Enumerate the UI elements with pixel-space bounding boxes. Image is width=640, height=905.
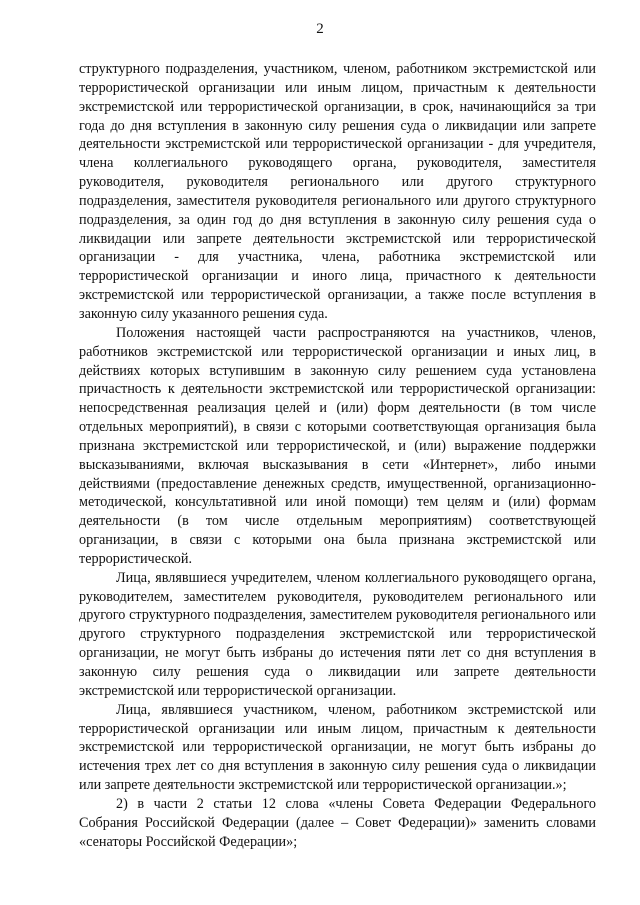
page-number: 2 bbox=[316, 21, 324, 37]
paragraph-continuation: структурного подразделения, участником, членом, работником экстремистской или террористической организации или иным лицом, причастным к деятельности экстремистской или террористической организации, в срок, начинающийся за три года до дня вступления в законную силу решения суда о ликвидации или запрете деятельности экстремистской или террористической организации - для учредителя, члена коллегиального руководящего органа, руководителя, заместителя руководителя, руководителя регионального или другого структурного подразделения, заместителя руководителя регионального или другого структурного подразделения, за один год до дня вступления в законную силу решения суда о ликвидации или запрете деятельности экстремистской или террористической организации - для участника, члена, работника экстремистской или террористической организации и иного лица, причастного к деятельности экстремистской или террористической организации, а также после вступления в законную силу указанного решения суда. bbox=[79, 61, 596, 322]
paragraph-provisions: Положения настоящей части распространяются на участников, членов, работников экстремистской или террористической организации и иных лиц, в действиях которых вступившим в законную силу решением суда установлена причастность к деятельности экстремистской или террористической организации: непосредственная реализация целей и (или) форм деятельности (в том числе отдельных мероприятий), в связи с которыми соответствующая организация была признана экстремистской или террористической, и (или) выражение поддержки высказываниями, включая высказывания в сети «Интернет», либо иными действиями (предоставление денежных средств, имущественной, организационно-методической, консультативной или иной помощи) тем целям и (или) формам деятельности (в том числе отдельным мероприятиям) соответствующей организации, в связи с которыми она была признана экстремистской или террористической. bbox=[79, 324, 596, 567]
paragraph-founders-restriction: Лица, являвшиеся учредителем, членом коллегиального руководящего органа, руководителем, заместителем руководителя, руководителем регионального или другого структурного подразделения, заместителем руководителя регионального или другого структурного подразделения экстремистской или террористической организации, не могут быть избраны до истечения пяти лет со дня вступления в законную силу решения суда о ликвидации или запрете деятельности экстремистской или террористической организации. bbox=[79, 569, 596, 699]
document-body bbox=[79, 60, 596, 851]
paragraph-participants-restriction: Лица, являвшиеся участником, членом, работником экстремистской или террористической организации или иным лицом, причастным к деятельности экстремистской или террористической организации, не могут быть избраны до истечения трех лет со дня вступления в законную силу решения суда о ликвидации или запрете деятельности экстремистской или террористической организации.»; bbox=[79, 701, 596, 794]
paragraph-amendment-item-2: 2) в части 2 статьи 12 слова «члены Совета Федерации Федерального Собрания Российской Федерации (далее – Совет Федерации)» заменить словами «сенаторы Российской Федерации»; bbox=[79, 795, 596, 850]
